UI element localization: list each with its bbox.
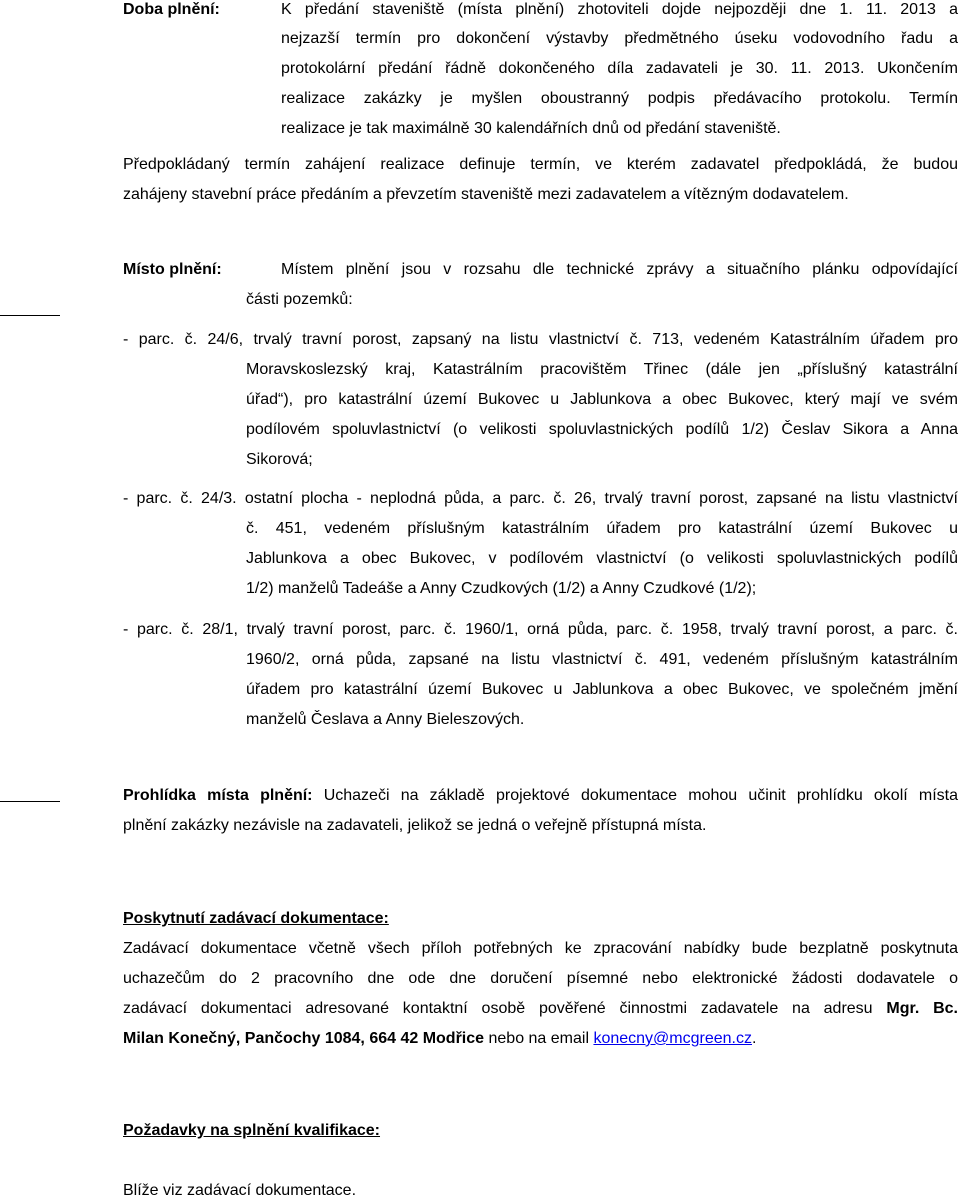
- poskytnuti-line: [123, 1029, 756, 1049]
- parcel-item-line: Jablunkova a obec Bukovec, v podílovém vlastnictví (o velikosti spoluvlastnických podílů: [246, 550, 958, 567]
- prohlidka-label: Prohlídka místa plnění:: [123, 787, 313, 804]
- misto-text-line: části pozemků:: [246, 291, 353, 308]
- margin-rule: [0, 801, 60, 802]
- parcel-item-line: podílovém spoluvlastnictví (o velikosti spoluvlastnických podílů 1/2) Česlav Sikora a Anna: [246, 421, 958, 438]
- pozadavky-heading: Požadavky na splnění kvalifikace:: [123, 1122, 381, 1139]
- prohlidka-line: [123, 786, 958, 806]
- parcel-item-line: manželů Česlava a Anny Bieleszových.: [246, 711, 525, 728]
- parcel-item: - parc. č. 28/1, trvalý travní porost, parc. č. 1960/1, orná půda, parc. č. 1958, trvalý travní porost, a parc. č.: [123, 621, 958, 638]
- contact-address: Milan Konečný, Pančochy 1084, 664 42 Modřice: [123, 1030, 485, 1047]
- misto-label: Místo plnění:: [123, 261, 222, 278]
- contact-name: Mgr. Bc.: [886, 1000, 959, 1017]
- poskytnuti-text: zadávací dokumentaci adresované kontaktní osobě pověřené činnostmi zadavatele na adresu: [123, 1000, 873, 1017]
- parcel-item-line: úřad“), pro katastrální území Bukovec u Jablunkova a obec Bukovec, který mají ve svém: [246, 391, 958, 408]
- prohlidka-text: Uchazeči na základě projektové dokumentace mohou učinit prohlídku okolí místa: [323, 787, 958, 804]
- doba-text-line: K předání staveniště (místa plnění) zhotoviteli dojde nejpozději dne 1. 11. 2013 a: [281, 1, 958, 18]
- doba-note-line: zahájeny stavební práce předáním a převzetím staveniště mezi zadavatelem a vítězným dodavatelem.: [123, 186, 849, 203]
- prohlidka-line: plnění zakázky nezávisle na zadavateli, jelikož se jedná o veřejně přístupná místa.: [123, 817, 707, 834]
- parcel-item-line: Moravskoslezský kraj, Katastrálním pracovištěm Třinec (dále jen „příslušný katastrální: [246, 361, 958, 378]
- doba-text-line: realizace je tak maximálně 30 kalendářních dnů od předání staveniště.: [281, 120, 781, 137]
- parcel-item-line: č. 451, vedeném příslušným katastrálním úřadem pro katastrální území Bukovec u: [246, 520, 958, 537]
- parcel-item: - parc. č. 24/3. ostatní plocha - neplodná půda, a parc. č. 26, trvalý travní porost, zapsané na listu vlastnictví: [123, 490, 958, 507]
- doba-label: Doba plnění:: [123, 1, 220, 18]
- parcel-item: - parc. č. 24/6, trvalý travní porost, zapsaný na listu vlastnictví č. 713, vedeném Katastrálním úřadem pro: [123, 331, 958, 348]
- poskytnuti-heading: Poskytnutí zadávací dokumentace:: [123, 910, 389, 927]
- parcel-item-line: 1/2) manželů Tadeáše a Anny Czudkových (1/2) a Anny Czudkové (1/2);: [246, 580, 757, 597]
- doba-text-line: protokolární předání řádně dokončeného díla zadavateli je 30. 11. 2013. Ukončením: [281, 60, 958, 77]
- parcel-item-line: úřadem pro katastrální území Bukovec u Jablunkova a obec Bukovec, ve společném jmění: [246, 681, 958, 698]
- doba-text-line: realizace zakázky je myšlen oboustranný podpis předávacího protokolu. Termín: [281, 90, 958, 107]
- doba-note-line: Předpokládaný termín zahájení realizace definuje termín, ve kterém zadavatel předpokládá, že budou: [123, 156, 958, 173]
- email-link[interactable]: konecny@mcgreen.cz: [593, 1030, 752, 1047]
- poskytnuti-line: Zadávací dokumentace včetně všech příloh potřebných ke zpracování nabídky bude bezplatně poskytnuta: [123, 940, 958, 957]
- parcel-item-line: Sikorová;: [246, 451, 313, 468]
- misto-text-line: Místem plnění jsou v rozsahu dle technické zprávy a situačního plánku odpovídající: [281, 261, 958, 278]
- margin-rule: [0, 315, 60, 316]
- poskytnuti-line: uchazečům do 2 pracovního dne ode dne doručení písemné nebo elektronické žádosti dodavatele o: [123, 970, 958, 987]
- doba-text-line: nejzazší termín pro dokončení výstavby předmětného úseku vodovodního řadu a: [281, 30, 958, 47]
- parcel-item-line: 1960/2, orná půda, zapsané na listu vlastnictví č. 491, vedeném příslušným katastrálním: [246, 651, 958, 668]
- poskytnuti-text: nebo na email: [484, 1030, 594, 1047]
- poskytnuti-text: .: [751, 1030, 757, 1047]
- poskytnuti-line: [123, 999, 958, 1019]
- pozadavky-text: Blíže viz zadávací dokumentace.: [123, 1182, 357, 1199]
